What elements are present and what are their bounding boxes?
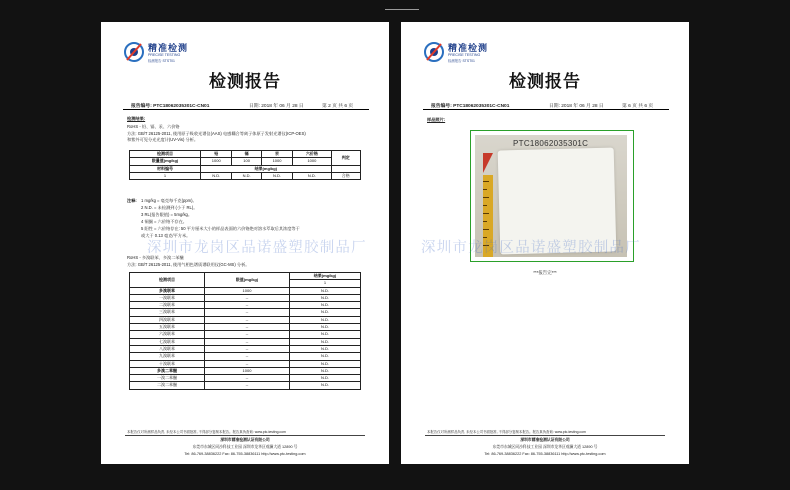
company-logo xyxy=(123,40,203,68)
disclaimer: 本报告仅对所测样品负责, 未经本公司书面批准, 不得部分复制本报告。报告真伪查询: www.ptc-testing.com xyxy=(427,430,586,434)
page-title: 检测报告 xyxy=(209,72,281,92)
table-cell: -- xyxy=(205,316,290,323)
photo-label: PTC18062035301C xyxy=(513,139,589,148)
limit-value: 1000 xyxy=(293,158,331,165)
page-number: 第 6 页 共 6 页 xyxy=(622,104,654,109)
note-line: 3 RL(报告限值) = 5mg/kg。 xyxy=(141,212,193,217)
table-row xyxy=(130,331,361,338)
table-row xyxy=(130,360,361,367)
table-row xyxy=(130,375,361,382)
table-cell: 十溴联苯 xyxy=(130,360,205,367)
logo-sub: 检测报告 STST01 xyxy=(148,59,175,63)
table-cell: 九溴联苯 xyxy=(130,353,205,360)
table-cell: 一溴二苯醚 xyxy=(130,375,205,382)
table-cell: 六溴联苯 xyxy=(130,331,205,338)
section-title: 样品照片: xyxy=(427,117,446,122)
logo-icon xyxy=(423,40,445,64)
logo-en: PRECISE TESTING xyxy=(148,53,181,57)
table-cell: 1000 xyxy=(205,367,290,374)
tag-marker xyxy=(483,153,493,173)
footer-company: 深圳市精准检测认证有限公司 xyxy=(220,438,270,442)
table-cell: 1000 xyxy=(205,287,290,294)
test2-title: RoHS - 多溴联苯、多溴二苯醚 xyxy=(127,255,184,260)
result-label: 结果(mg/kg) xyxy=(201,165,332,172)
table-row xyxy=(130,287,361,294)
footer-rule xyxy=(425,435,665,436)
footer-contact: Tel: 86-769-38836222 Fax: 86-755-38836111 http://www.ptc-testing.com xyxy=(184,452,306,456)
table-cell: -- xyxy=(205,294,290,301)
report-date: 日期: 2018 年 06 月 28 日 xyxy=(249,104,304,109)
table-cell: N.D. xyxy=(290,338,361,345)
test2-method: 方法: GB/T 26125-2011, 使用气相色谱质谱联用仪(GC-MS) 分析。 xyxy=(127,262,250,267)
table-cell: N.D. xyxy=(290,375,361,382)
table-row xyxy=(130,302,361,309)
table-cell: N.D. xyxy=(290,316,361,323)
col-header: 检测项目 xyxy=(130,273,205,288)
note-line: 5 阳性 = 六价铬存在: 50 平方厘米大小的样品表面的六价铬绝对溶水萃取后其浓度等于 xyxy=(141,226,300,231)
test1-method: 方法: GB/T 26125-2011, 使用原子吸收光谱仪(AAS) 电感耦合等离子体原子发射光谱仪(ICP-OES) xyxy=(127,131,306,136)
table-cell: 二溴二苯醚 xyxy=(130,382,205,389)
col-header: 限值(mg/kg) xyxy=(205,273,290,288)
note-line: 或大于 0.13 毫克/平方米。 xyxy=(141,233,191,238)
table-row xyxy=(130,316,361,323)
col-header: 六价铬 xyxy=(293,151,331,158)
table-cell: N.D. xyxy=(290,360,361,367)
table-cell: -- xyxy=(205,309,290,316)
table-cell: -- xyxy=(205,353,290,360)
table-cell: N.D. xyxy=(293,172,331,179)
report-page-2 xyxy=(401,22,689,464)
limit-label: 限量值(mg/kg) xyxy=(130,158,201,165)
table-cell: N.D. xyxy=(290,382,361,389)
plastic-sample xyxy=(498,147,617,254)
material-label: 材料编号 xyxy=(130,165,201,172)
header-rule xyxy=(123,109,369,110)
table-cell: -- xyxy=(205,331,290,338)
notes-title: 注释: xyxy=(127,198,137,203)
table-cell: N.D. xyxy=(290,302,361,309)
table-cell: N.D. xyxy=(290,353,361,360)
report-number: 报告编号: PTC18062035301C-CN01 xyxy=(131,104,210,109)
table-cell: 多溴联苯 xyxy=(130,287,205,294)
test1-method-cont: 和紫外可见分光光度计(UV-Vis) 分析。 xyxy=(127,137,199,142)
report-date: 日期: 2018 年 06 月 28 日 xyxy=(549,104,604,109)
logo-icon xyxy=(123,40,145,64)
report-number: 报告编号: PTC18062035301C-CN01 xyxy=(431,104,510,109)
table-cell: 一溴联苯 xyxy=(130,294,205,301)
table-cell: 八溴联苯 xyxy=(130,345,205,352)
table-cell: 合格 xyxy=(331,172,360,179)
heavy-metal-table xyxy=(129,150,361,180)
ruler-icon xyxy=(483,175,493,257)
table-cell: -- xyxy=(205,345,290,352)
footer-company: 深圳市精准检测认证有限公司 xyxy=(520,438,570,442)
table-cell: -- xyxy=(205,360,290,367)
table-cell: 五溴联苯 xyxy=(130,324,205,331)
table-cell: N.D. xyxy=(201,172,232,179)
table-cell: N.D. xyxy=(290,287,361,294)
limit-value: 1000 xyxy=(201,158,232,165)
table-cell: N.D. xyxy=(290,345,361,352)
table-cell: 二溴联苯 xyxy=(130,302,205,309)
table-cell: N.D. xyxy=(290,367,361,374)
col-header: 判定 xyxy=(331,151,360,166)
page-number: 第 2 页 共 6 页 xyxy=(322,104,354,109)
logo-cn: 精准检测 xyxy=(148,44,189,54)
note-line: 1 mg/kg = 毫克每千克(ppm)。 xyxy=(141,198,197,203)
footer-address: 东莞市东城区同沙科技工业园 深圳市龙华区观澜大道 12890 号 xyxy=(192,445,298,449)
table-row xyxy=(130,345,361,352)
limit-value: 100 xyxy=(232,158,261,165)
col-header: 铅 xyxy=(201,151,232,158)
table-cell: 多溴二苯醚 xyxy=(130,367,205,374)
sample-photo xyxy=(475,135,627,257)
table-cell: 三溴联苯 xyxy=(130,309,205,316)
table-row xyxy=(130,367,361,374)
top-divider xyxy=(385,9,419,10)
table-row xyxy=(130,294,361,301)
table-row xyxy=(130,309,361,316)
table-cell: -- xyxy=(205,324,290,331)
header-rule xyxy=(423,109,669,110)
test1-title: RoHS - 铅、镉、汞、六价铬 xyxy=(127,124,180,129)
limit-value: 1000 xyxy=(261,158,292,165)
watermark: 深圳市龙岗区品诺盛塑胶制品厂 xyxy=(421,240,641,256)
col-header: 1 xyxy=(290,280,361,287)
watermark: 深圳市龙岗区品诺盛塑胶制品厂 xyxy=(147,240,367,256)
note-line: 4 铜圈 = 六价铬不存在。 xyxy=(141,219,187,224)
footer-contact: Tel: 86-769-38836222 Fax: 86-755-38836111 http://www.ptc-testing.com xyxy=(484,452,606,456)
table-cell: -- xyxy=(205,382,290,389)
table-cell: -- xyxy=(205,338,290,345)
footer-address: 东莞市东城区同沙科技工业园 深圳市龙华区观澜大道 12890 号 xyxy=(492,445,598,449)
table-row xyxy=(130,338,361,345)
table-cell: -- xyxy=(205,375,290,382)
footer-rule xyxy=(125,435,365,436)
logo-cn: 精准检测 xyxy=(448,44,489,54)
table-cell: N.D. xyxy=(232,172,261,179)
section-title: 检测结果: xyxy=(127,116,146,121)
table-cell: N.D. xyxy=(290,324,361,331)
table-cell: 七溴联苯 xyxy=(130,338,205,345)
page-title: 检测报告 xyxy=(509,72,581,92)
table-cell: N.D. xyxy=(290,331,361,338)
table-cell: N.D. xyxy=(290,294,361,301)
col-header: 检测项目 xyxy=(130,151,201,158)
table-row xyxy=(130,382,361,389)
table-row xyxy=(130,324,361,331)
col-header: 结果(mg/kg) xyxy=(290,273,361,280)
table-cell: N.D. xyxy=(261,172,292,179)
logo-sub: 检测报告 STST01 xyxy=(448,59,475,63)
table-cell: 1 xyxy=(130,172,201,179)
report-page-1 xyxy=(101,22,389,464)
table-cell: -- xyxy=(205,302,290,309)
bromine-table xyxy=(129,272,361,390)
col-header: 镉 xyxy=(232,151,261,158)
logo-en: PRECISE TESTING xyxy=(448,53,481,57)
table-row xyxy=(130,353,361,360)
disclaimer: 本报告仅对所测样品负责, 未经本公司书面批准, 不得部分复制本报告。报告真伪查询: www.ptc-testing.com xyxy=(127,430,286,434)
note-line: 2 N.D. = 未检测到 (小于 RL)。 xyxy=(141,205,198,210)
end-of-report: ***报告完*** xyxy=(533,270,557,275)
table-cell: 四溴联苯 xyxy=(130,316,205,323)
table-cell: N.D. xyxy=(290,309,361,316)
col-header: 汞 xyxy=(261,151,292,158)
company-logo xyxy=(423,40,503,68)
